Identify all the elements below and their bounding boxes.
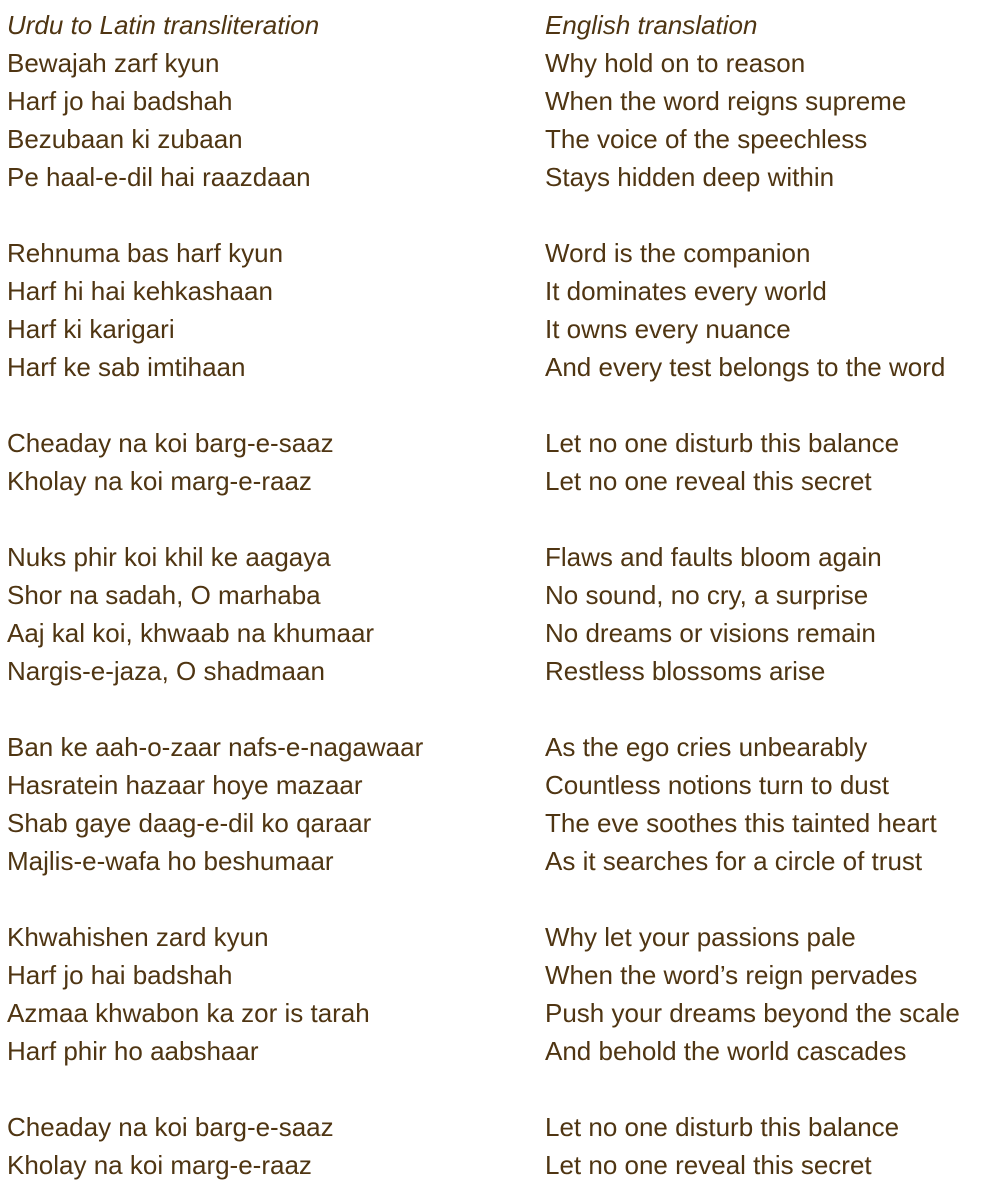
urdu-stanza <box>7 1108 527 1184</box>
urdu-lyric-line: Harf jo hai badshah <box>7 960 233 990</box>
urdu-lyric-line: Cheaday na koi barg-e-saaz <box>7 428 334 458</box>
urdu-lyric-line: Harf phir ho aabshaar <box>7 1036 259 1066</box>
english-lyric-line: Let no one disturb this balance <box>545 428 900 458</box>
urdu-stanzas <box>7 44 527 1184</box>
urdu-lyric-line: Cheaday na koi barg-e-saaz <box>7 1112 334 1142</box>
urdu-column-heading: Urdu to Latin transliteration <box>7 10 320 40</box>
english-stanza <box>545 538 985 690</box>
english-stanza <box>545 234 985 386</box>
english-lyric-line: Let no one reveal this secret <box>545 466 872 496</box>
urdu-column <box>7 6 527 1184</box>
urdu-lyric-line: Harf jo hai badshah <box>7 86 233 116</box>
english-lyric-line: It dominates every world <box>545 276 827 306</box>
urdu-lyric-line: Harf ki karigari <box>7 314 175 344</box>
english-lyric-line: And behold the world cascades <box>545 1036 907 1066</box>
english-column <box>545 6 985 1184</box>
urdu-lyric-line: Bewajah zarf kyun <box>7 48 220 78</box>
english-lyric-line: Word is the companion <box>545 238 811 268</box>
english-lyric-line: Restless blossoms arise <box>545 656 826 686</box>
urdu-stanza <box>7 424 527 500</box>
urdu-lyric-line: Kholay na koi marg-e-raaz <box>7 466 312 496</box>
english-stanza <box>545 1108 985 1184</box>
english-lyric-line: As the ego cries unbearably <box>545 732 868 762</box>
urdu-lyric-line: Ban ke aah-o-zaar nafs-e-nagawaar <box>7 732 424 762</box>
english-lyric-line: Push your dreams beyond the scale <box>545 998 960 1028</box>
urdu-lyric-line: Nuks phir koi khil ke aagaya <box>7 542 331 572</box>
urdu-stanza <box>7 728 527 880</box>
urdu-lyric-line: Azmaa khwabon ka zor is tarah <box>7 998 370 1028</box>
urdu-lyric-line: Nargis-e-jaza, O shadmaan <box>7 656 325 686</box>
urdu-lyric-line: Shab gaye daag-e-dil ko qaraar <box>7 808 372 838</box>
urdu-stanza <box>7 918 527 1070</box>
urdu-stanza <box>7 538 527 690</box>
urdu-lyric-line: Majlis-e-wafa ho beshumaar <box>7 846 334 876</box>
english-lyric-line: No dreams or visions remain <box>545 618 876 648</box>
english-stanza <box>545 728 985 880</box>
urdu-lyric-line: Aaj kal koi, khwaab na khumaar <box>7 618 375 648</box>
urdu-lyric-line: Harf hi hai kehkashaan <box>7 276 273 306</box>
english-lyric-line: Flaws and faults bloom again <box>545 542 882 572</box>
english-lyric-line: When the word reigns supreme <box>545 86 907 116</box>
english-lyric-line: As it searches for a circle of trust <box>545 846 923 876</box>
urdu-lyric-line: Bezubaan ki zubaan <box>7 124 243 154</box>
english-lyric-line: Why let your passions pale <box>545 922 856 952</box>
english-lyric-line: The eve soothes this tainted heart <box>545 808 937 838</box>
english-stanza <box>545 918 985 1070</box>
english-stanza <box>545 424 985 500</box>
english-lyric-line: Countless notions turn to dust <box>545 770 889 800</box>
english-lyric-line: Let no one disturb this balance <box>545 1112 900 1142</box>
urdu-lyric-line: Kholay na koi marg-e-raaz <box>7 1150 312 1180</box>
english-lyric-line: When the word’s reign pervades <box>545 960 918 990</box>
urdu-stanza <box>7 44 527 196</box>
english-lyric-line: Why hold on to reason <box>545 48 806 78</box>
urdu-lyric-line: Rehnuma bas harf kyun <box>7 238 284 268</box>
english-lyric-line: Stays hidden deep within <box>545 162 835 192</box>
english-stanzas <box>545 44 985 1184</box>
urdu-lyric-line: Pe haal-e-dil hai raazdaan <box>7 162 311 192</box>
english-stanza <box>545 44 985 196</box>
english-column-heading: English translation <box>545 10 758 40</box>
urdu-lyric-line: Harf ke sab imtihaan <box>7 352 246 382</box>
urdu-stanza <box>7 234 527 386</box>
english-lyric-line: It owns every nuance <box>545 314 791 344</box>
english-lyric-line: The voice of the speechless <box>545 124 868 154</box>
english-lyric-line: And every test belongs to the word <box>545 352 946 382</box>
english-lyric-line: Let no one reveal this secret <box>545 1150 872 1180</box>
urdu-lyric-line: Khwahishen zard kyun <box>7 922 269 952</box>
english-lyric-line: No sound, no cry, a surprise <box>545 580 869 610</box>
urdu-lyric-line: Shor na sadah, O marhaba <box>7 580 321 610</box>
urdu-lyric-line: Hasratein hazaar hoye mazaar <box>7 770 363 800</box>
